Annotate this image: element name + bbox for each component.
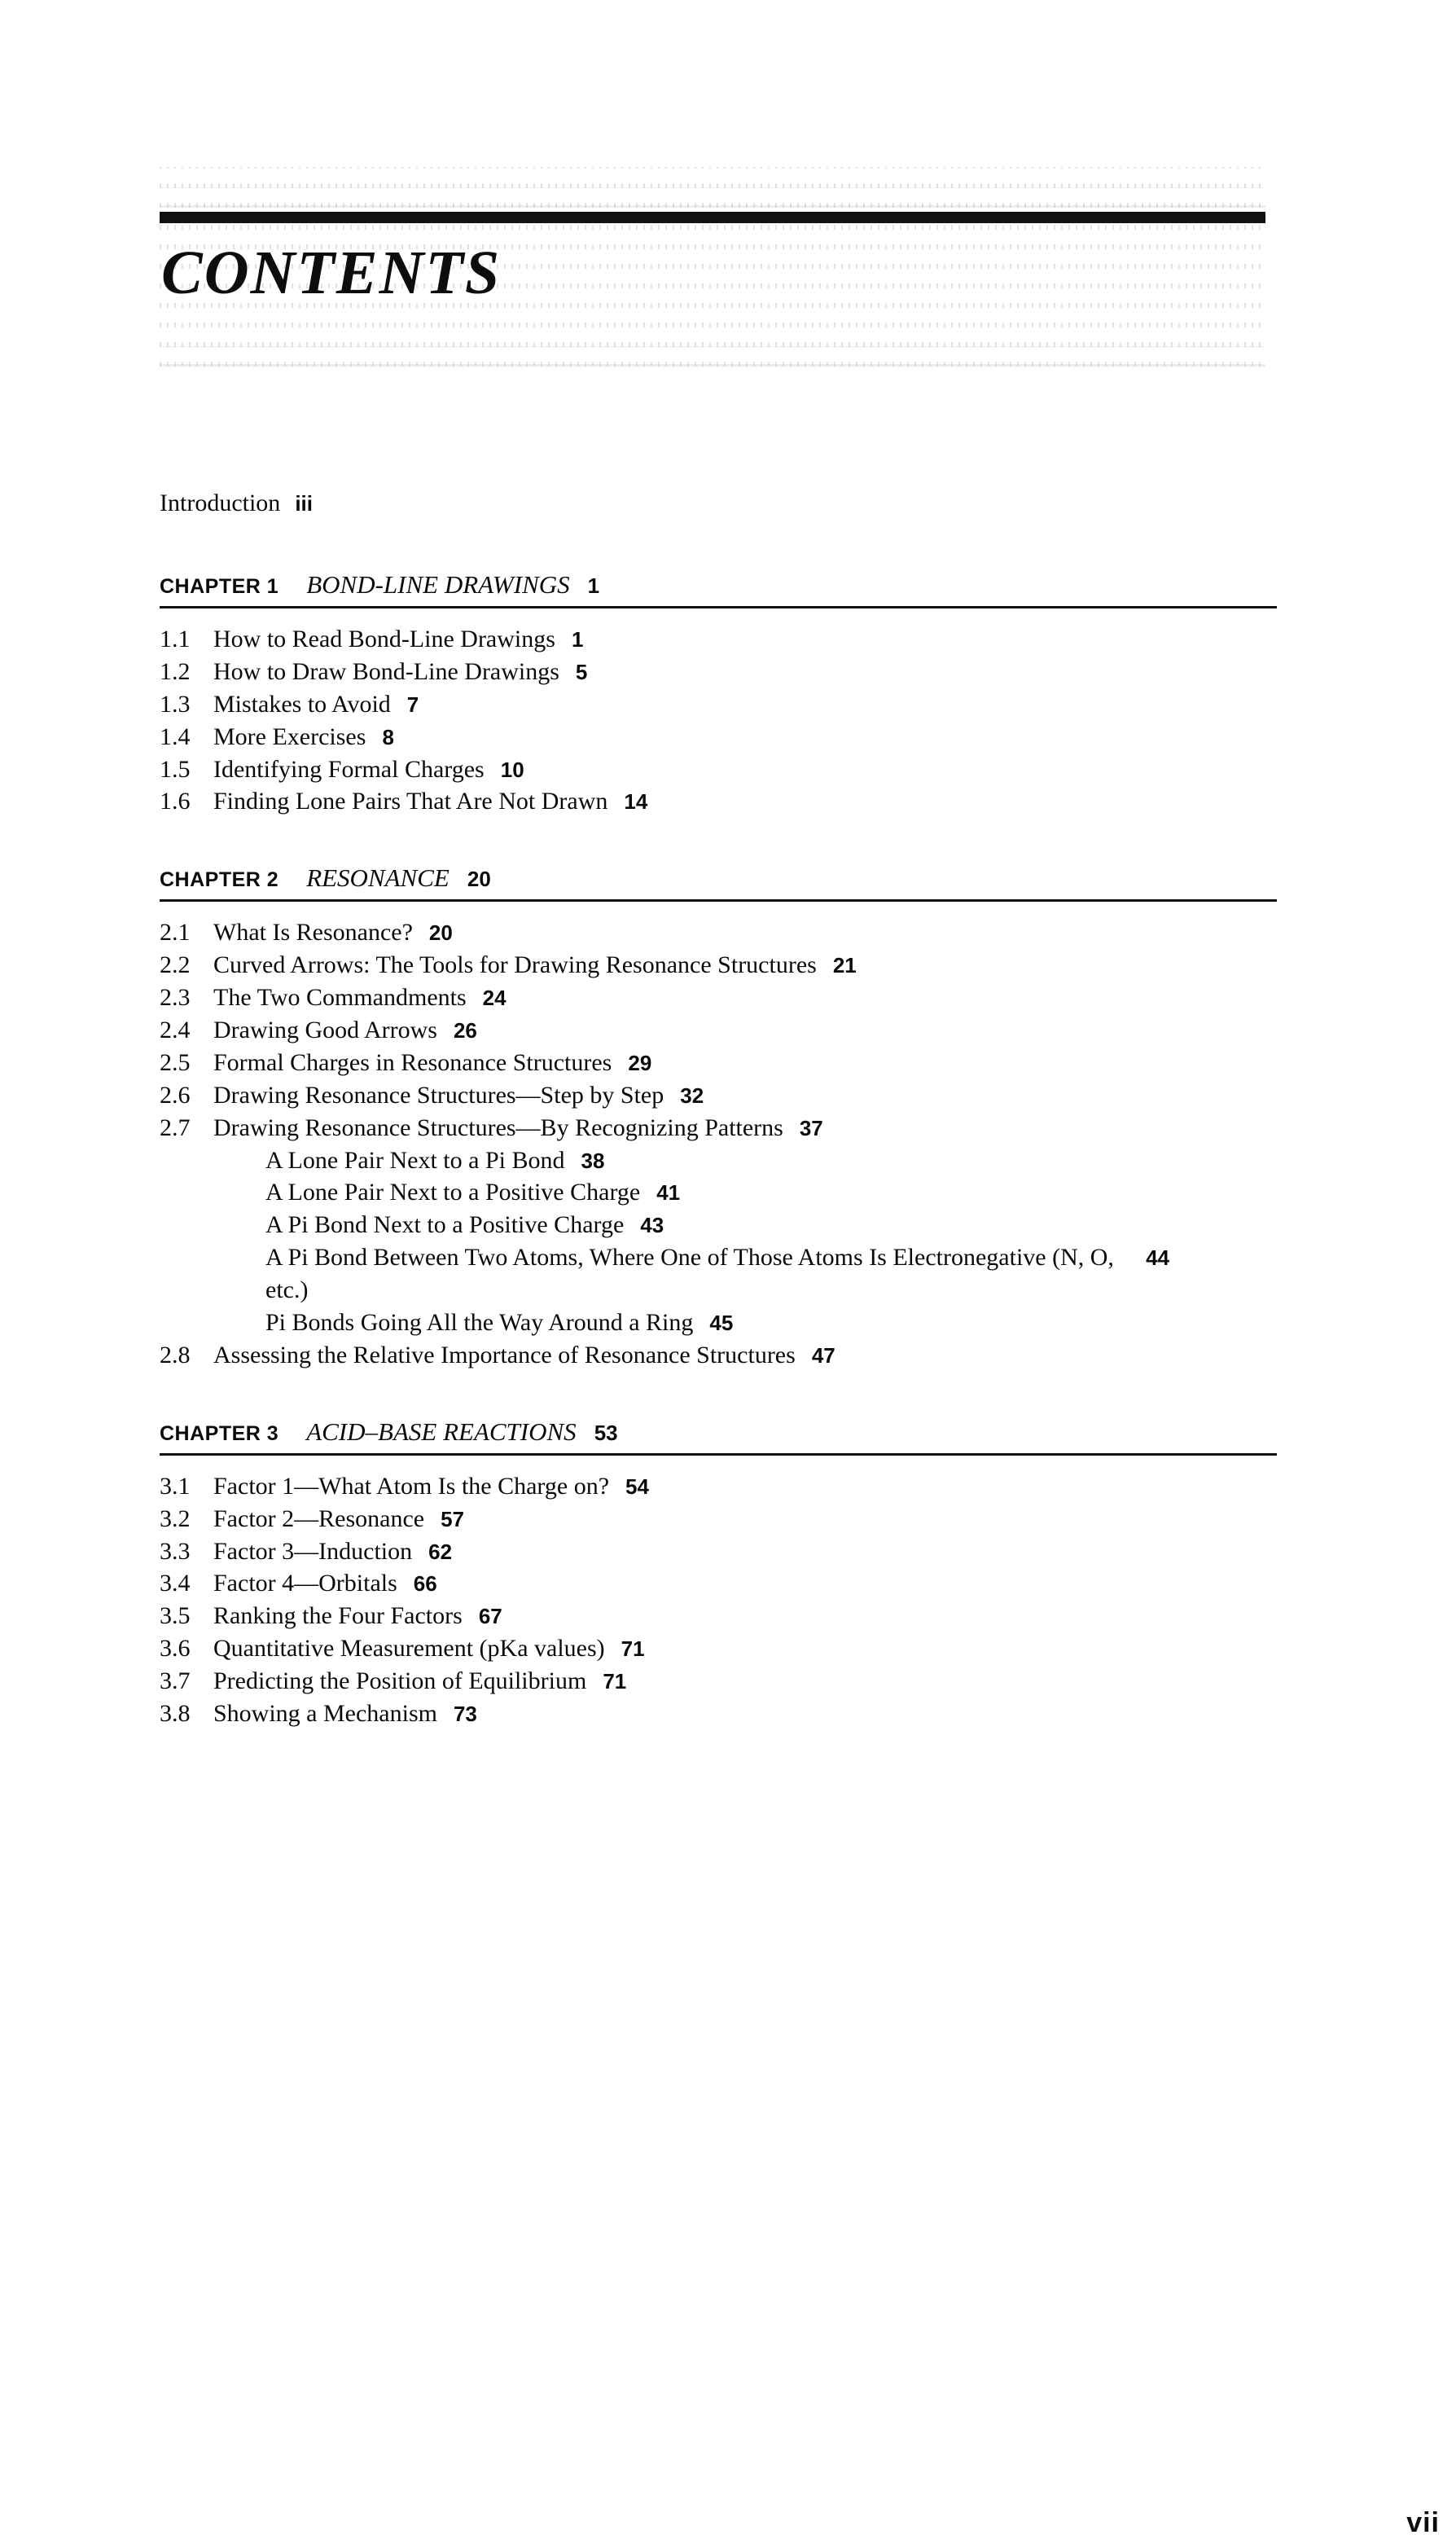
- toc-entry[interactable]: [160, 688, 1277, 721]
- entry-page: 7: [406, 692, 419, 717]
- entry-page: 8: [382, 724, 394, 749]
- entry-page: 54: [625, 1474, 649, 1499]
- chapter-page: 1: [587, 573, 600, 598]
- entry-number: 2.1: [160, 919, 191, 947]
- entry-number: 1.2: [160, 657, 191, 685]
- front-matter-page: iii: [295, 491, 313, 516]
- contents-body: [160, 489, 1440, 2538]
- toc-entry[interactable]: [160, 1470, 1277, 1503]
- toc-entry[interactable]: [160, 1600, 1277, 1632]
- entry-number: 3.3: [160, 1537, 191, 1565]
- entry-text: A Lone Pair Next to a Positive Charge: [265, 1179, 641, 1206]
- entry-page: 32: [680, 1083, 704, 1108]
- toc-subentry[interactable]: [265, 1144, 1169, 1177]
- toc-subentry[interactable]: [265, 1307, 1169, 1339]
- chapter-label: CHAPTER 1: [160, 575, 279, 598]
- entry-page: 44: [1146, 1245, 1169, 1271]
- chapter-block: [160, 863, 1277, 1371]
- entry-page: 5: [575, 659, 588, 684]
- chapter-title: RESONANCE: [306, 863, 450, 893]
- entry-number: 2.8: [160, 1341, 191, 1368]
- entry-number: 3.2: [160, 1505, 191, 1532]
- entry-text: Factor 3—Induction: [213, 1537, 413, 1565]
- toc-entry[interactable]: [160, 982, 1277, 1014]
- chapter-heading[interactable]: [160, 1417, 1277, 1456]
- entry-number: 1.6: [160, 788, 191, 815]
- front-matter-label: Introduction: [160, 490, 281, 516]
- entry-text: Predicting the Position of Equilibrium: [213, 1667, 587, 1695]
- toc-subentry[interactable]: [265, 1209, 1169, 1241]
- toc-entry[interactable]: [160, 1079, 1277, 1112]
- entry-number: 3.1: [160, 1472, 191, 1500]
- entry-text: Identifying Formal Charges: [213, 755, 485, 783]
- entry-text: Formal Charges in Resonance Structures: [213, 1048, 612, 1076]
- entry-number: 1.3: [160, 690, 191, 718]
- chapter-title: ACID–BASE REACTIONS: [306, 1417, 577, 1446]
- entry-number: 2.2: [160, 951, 191, 979]
- entry-text: How to Draw Bond-Line Drawings: [213, 657, 559, 685]
- entry-number: 2.6: [160, 1081, 191, 1109]
- chapter-block: [160, 570, 1277, 818]
- toc-entry[interactable]: [160, 1535, 1277, 1568]
- front-matter-entry[interactable]: [160, 489, 1277, 518]
- spacer: [160, 1380, 1277, 1417]
- entry-text: Factor 2—Resonance: [213, 1505, 425, 1532]
- entry-page: 47: [811, 1342, 835, 1368]
- chapter-page: 20: [467, 867, 491, 892]
- entry-number: 1.1: [160, 626, 191, 652]
- entry-page: 45: [709, 1311, 734, 1336]
- chapter-label: CHAPTER 2: [160, 868, 279, 892]
- entry-page: 73: [453, 1702, 477, 1727]
- entry-text: More Exercises: [213, 723, 366, 750]
- toc-entry[interactable]: [160, 1503, 1277, 1535]
- entry-text: Drawing Good Arrows: [213, 1017, 437, 1044]
- chapter-label: CHAPTER 3: [160, 1421, 279, 1445]
- scan-noise-top: [160, 167, 1265, 208]
- entry-text: Assessing the Relative Importance of Resonance Structures: [213, 1341, 796, 1368]
- entry-text: Drawing Resonance Structures—By Recognizing Patterns: [213, 1114, 783, 1141]
- toc-entry[interactable]: [160, 1047, 1277, 1079]
- entry-page: 67: [478, 1604, 502, 1629]
- page-title: CONTENTS: [161, 239, 502, 307]
- entry-text: A Lone Pair Next to a Pi Bond: [265, 1146, 565, 1174]
- chapter-title: BOND-LINE DRAWINGS: [306, 570, 570, 599]
- entry-text: Mistakes to Avoid: [213, 690, 391, 718]
- entry-text: Quantitative Measurement (pKa values): [213, 1635, 605, 1663]
- entry-text: Drawing Resonance Structures—Step by Step: [213, 1081, 664, 1109]
- entry-text: A Pi Bond Next to a Positive Charge: [265, 1211, 625, 1239]
- chapter-entries: [160, 623, 1277, 818]
- toc-entry[interactable]: [160, 656, 1277, 688]
- toc-entry[interactable]: [160, 1567, 1277, 1600]
- chapter-block: [160, 1417, 1277, 1730]
- entry-page: 57: [441, 1506, 465, 1531]
- entry-text: How to Read Bond-Line Drawings: [213, 626, 555, 652]
- chapter-page: 53: [594, 1420, 618, 1445]
- spacer: [160, 826, 1277, 863]
- entry-number: 2.7: [160, 1114, 191, 1141]
- entry-page: 41: [656, 1180, 681, 1206]
- entry-text: The Two Commandments: [213, 984, 467, 1012]
- chapter-heading[interactable]: [160, 570, 1277, 608]
- entry-number: 2.3: [160, 984, 191, 1012]
- page-header: [160, 167, 1267, 371]
- entry-page: 66: [413, 1571, 437, 1597]
- entry-number: 1.4: [160, 723, 191, 750]
- chapter-entries: [160, 1470, 1277, 1730]
- entry-number: 3.5: [160, 1602, 191, 1630]
- toc-entry[interactable]: [160, 1112, 1277, 1144]
- entry-page: 43: [640, 1213, 664, 1238]
- entry-page: 37: [799, 1115, 823, 1140]
- entry-number: 3.7: [160, 1667, 191, 1695]
- entry-number: 2.5: [160, 1048, 191, 1076]
- entry-text: Pi Bonds Going All the Way Around a Ring: [265, 1309, 694, 1337]
- toc-entry[interactable]: [160, 623, 1277, 656]
- toc-entry[interactable]: [160, 785, 1277, 818]
- toc-entry[interactable]: [160, 753, 1277, 786]
- toc-subentry[interactable]: [265, 1241, 1169, 1307]
- entry-number: 3.4: [160, 1570, 191, 1597]
- entry-page: 29: [628, 1050, 652, 1075]
- entry-text: Curved Arrows: The Tools for Drawing Resonance Structures: [213, 951, 817, 979]
- entry-number: 3.8: [160, 1700, 191, 1728]
- entry-page: 38: [581, 1148, 605, 1173]
- toc-entry[interactable]: [160, 1014, 1277, 1047]
- toc-entry[interactable]: [160, 721, 1277, 753]
- entry-number: 2.4: [160, 1017, 191, 1044]
- toc-subentry[interactable]: [265, 1176, 1169, 1209]
- toc-entry[interactable]: [160, 916, 1277, 949]
- entry-text: A Pi Bond Between Two Atoms, Where One of Those Atoms Is Electronegative (N, O, etc.): [265, 1244, 1114, 1304]
- entry-page: 21: [832, 953, 857, 978]
- entry-page: 71: [621, 1636, 645, 1662]
- entry-page: 10: [500, 757, 524, 782]
- entry-page: 71: [603, 1669, 627, 1694]
- chapter-entries: [160, 916, 1277, 1371]
- entry-text: Finding Lone Pairs That Are Not Drawn: [213, 788, 608, 815]
- entry-number: 1.5: [160, 755, 191, 783]
- entry-text: Showing a Mechanism: [213, 1700, 437, 1728]
- entry-page: 26: [453, 1018, 477, 1043]
- header-rule: [160, 212, 1265, 223]
- toc-entry[interactable]: [160, 949, 1277, 982]
- entry-text: Factor 4—Orbitals: [213, 1570, 397, 1597]
- entry-number: 3.6: [160, 1635, 191, 1663]
- entry-page: 14: [624, 789, 648, 815]
- entry-text: Ranking the Four Factors: [213, 1602, 463, 1630]
- entry-text: What Is Resonance?: [213, 919, 413, 947]
- chapter-heading[interactable]: [160, 863, 1277, 902]
- entry-page: 62: [428, 1539, 453, 1564]
- toc-entry[interactable]: [160, 1339, 1277, 1372]
- toc-entry[interactable]: [160, 1698, 1277, 1730]
- entry-page: 24: [482, 986, 507, 1011]
- toc-entry[interactable]: [160, 1632, 1277, 1665]
- page-folio: vii: [1406, 2507, 1440, 2538]
- toc-entry[interactable]: [160, 1665, 1277, 1698]
- entry-text: Factor 1—What Atom Is the Charge on?: [213, 1472, 610, 1500]
- entry-page: 20: [428, 920, 453, 946]
- entry-page: 1: [571, 627, 584, 652]
